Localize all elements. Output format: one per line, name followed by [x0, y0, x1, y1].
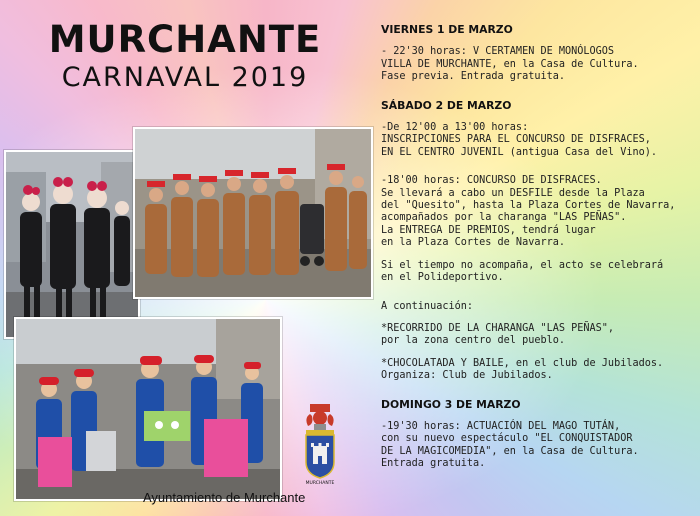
coat-of-arms-icon [300, 402, 340, 487]
footer-caption: Ayuntamiento de Murchante [143, 490, 306, 505]
event-sunday-magician: -19'30 horas: ACTUACIÓN DEL MAGO TUTÁN, con su nuevo espectáculo "EL CONQUISTADOR DE LA MAGICOMEDIA", en la Casa de Cultura. Entrada gratuita. [381, 420, 639, 470]
day-heading-sunday: DOMINGO 3 DE MARZO [381, 397, 521, 411]
photo-catrina-costumes [4, 150, 140, 339]
event-saturday-contest: -18'00 horas: CONCURSO DE DISFRACES. Se llevará a cabo un DESFILE desde la Plaza del "Quesito", hasta la Plaza Cortes de Navarra, acompañados por la charanga "LAS PEÑAS". La ENTREGA DE PREMIOS, tendrá lugar en la Plaza Cortes de Navarra. [381, 175, 676, 249]
poster-subtitle: CARNAVAL 2019 [61, 62, 309, 93]
event-saturday-weather-note: Si el tiempo no acompaña, el acto se celebrará en el Polideportivo. [381, 259, 664, 284]
photo-indian-costume-group [133, 127, 373, 299]
event-saturday-continuation: A continuación: [381, 300, 474, 312]
event-saturday-chocolatada: *CHOCOLATADA Y BAILE, en el club de Jubilados. Organiza: Club de Jubilados. [381, 357, 664, 382]
event-program [381, 24, 693, 481]
photo-mario-costume-group [14, 317, 282, 501]
day-heading-saturday: SÁBADO 2 DE MARZO [381, 98, 512, 112]
event-saturday-charanga: *RECORRIDO DE LA CHARANGA "LAS PEÑAS", por la zona centro del pueblo. [381, 322, 615, 347]
day-heading-friday: VIERNES 1 DE MARZO [381, 23, 513, 36]
poster-title: MURCHANTE [48, 18, 322, 61]
event-saturday-registration: -De 12'00 a 13'00 horas: INSCRIPCIONES PARA EL CONCURSO DE DISFRACES, EN EL CENTRO JUVENIL (antigua Casa del Vino). [381, 122, 658, 158]
event-friday-monologues: - 22'30 horas: V CERTAMEN DE MONÓLOGOS VILLA DE MURCHANTE, en la Casa de Cultura. Fase previa. Entrada gratuita. [381, 46, 639, 83]
coat-of-arms-label: MURCHANTE [305, 481, 335, 486]
